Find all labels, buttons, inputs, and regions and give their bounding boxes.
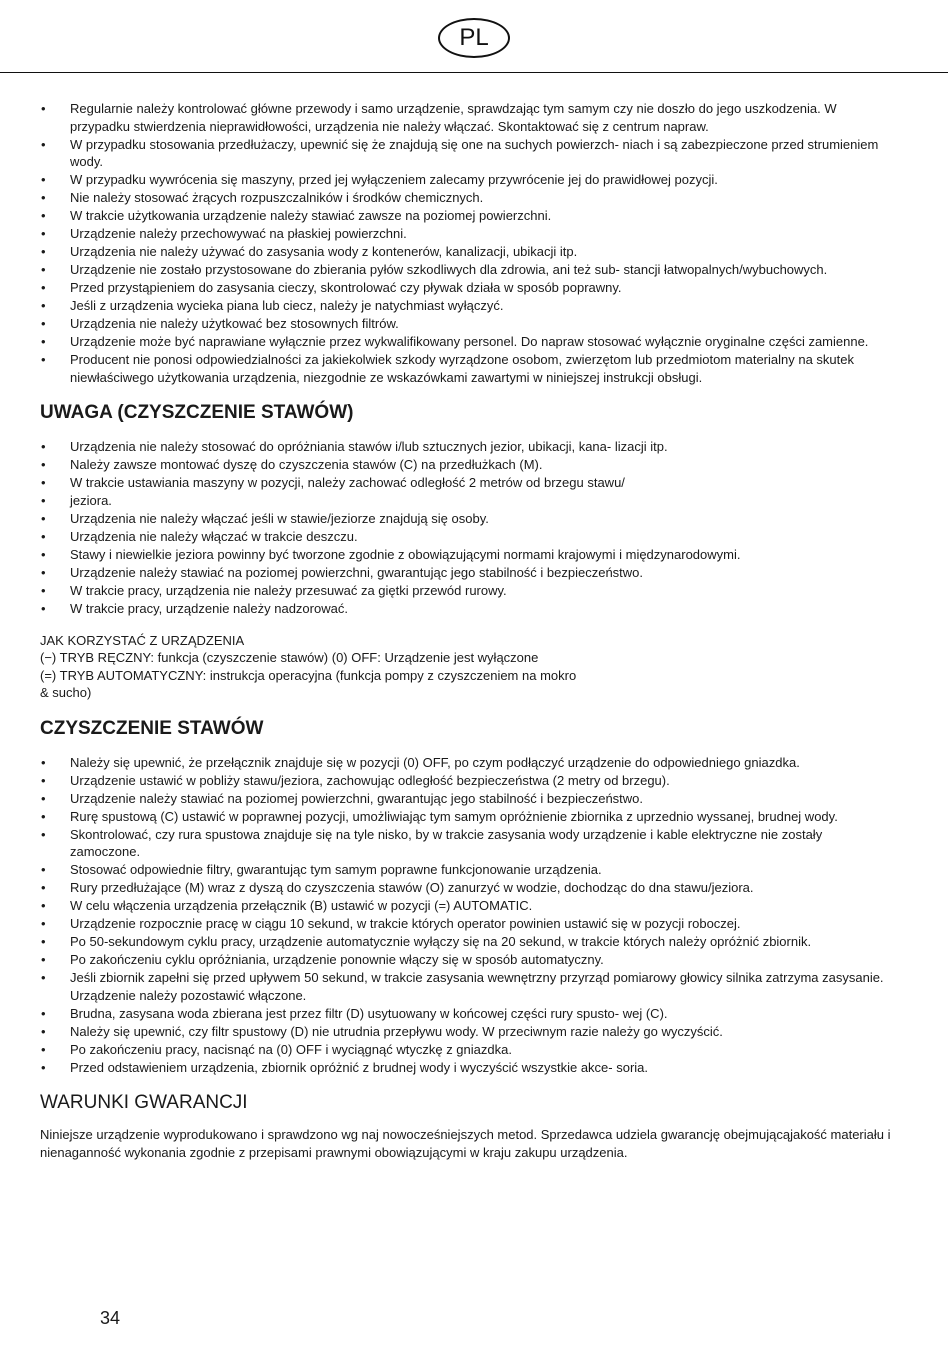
language-badge: PL [438,18,510,58]
warranty-section-title: WARUNKI GWARANCJI [40,1092,248,1113]
usage-manual-mode: (−) TRYB RĘCZNY: funkcja (czyszczenie stawów) (0) OFF: Urządzenie jest wyłączone [40,650,539,665]
list-item: • Urządzenie należy stawiać na poziomej powierzchni, gwarantując jego stabilność i bezpieczeństwo. [40,564,895,582]
warning-section-title: UWAGA (CZYSZCZENIE STAWÓW) [40,402,354,423]
list-item: • Producent nie ponosi odpowiedzialności za jakiekolwiek szkody wyrządzone osobom, zwierzętom lub przedmiotom materialny na skutek niewłaściwego użytkowania urządzenia, niezgodnie ze wskazówkami zawartymi w niniejszej instrukcji obsługi. [40,351,895,386]
usage-auto-mode-cont: & sucho) [40,685,92,700]
list-item: • Urządzenia nie należy użytkować bez stosownych filtrów. [40,315,895,333]
list-item: • Jeśli z urządzenia wycieka piana lub ciecz, należy je natychmiast wyłączyć. [40,297,895,315]
list-item: • W celu włączenia urządzenia przełącznik (B) ustawić w pozycji (=) AUTOMATIC. [40,897,895,915]
list-item: • W przypadku stosowania przedłużaczy, upewnić się że znajdują się one na suchych powierzch- niach i są zabezpieczone przed strumieniem wody. [40,136,895,171]
list-item: • Urządzenie nie zostało przystosowane do zbierania pyłów szkodliwych dla zdrowia, ani też sub- stancji łatwopalnych/wybuchowych. [40,261,895,279]
list-item: • W trakcie pracy, urządzenie należy nadzorować. [40,600,895,618]
list-item: • Urządzenie może być naprawiane wyłącznie przez wykwalifikowany personel. Do napraw stosować wyłącznie oryginalne części zamienne. [40,333,895,351]
warranty-text: Niniejsze urządzenie wyprodukowano i sprawdzono wg naj nowocześniejszych metod. Sprzedawca udziela gwarancję obejmującąjakość materiału i nienaganność wykonania zgodnie z przepisami prawnymi obowiązującymi w kraju zakupu urządzenia. [40,1127,891,1160]
list-item: • W trakcie ustawiania maszyny w pozycji, należy zachować odległość 2 metrów od brzegu stawu/ [40,474,895,492]
warning-list [40,438,895,618]
list-item: • Urządzenia nie należy stosować do opróżniania stawów i/lub sztucznych jezior, ubikacji, kana- lizacji itp. [40,438,895,456]
list-item: • Należy zawsze montować dyszę do czyszczenia stawów (C) na przedłużkach (M). [40,456,895,474]
list-item: • Urządzenie rozpocznie pracę w ciągu 10 sekund, w trakcie których operator powinien ustawić się w pozycji roboczej. [40,915,895,933]
intro-list [40,100,895,386]
list-item: • W przypadku wywrócenia się maszyny, przed jej wyłączeniem zalecamy przywrócenie jej do prawidłowej pozycji. [40,171,895,189]
page-content [40,100,895,1161]
list-item: • Urządzenia nie należy włączać w trakcie deszczu. [40,528,895,546]
list-item: • Po zakończeniu pracy, nacisnąć na (0) OFF i wyciągnąć wtyczkę z gniazdka. [40,1041,895,1059]
list-item: • Regularnie należy kontrolować główne przewody i samo urządzenie, sprawdzając tym samym czy nie doszło do jego uszkodzenia. W przypadku stwierdzenia nieprawidłowości, urządzenia nie należy włączać. Skontaktować się z centrum napraw. [40,100,895,135]
list-item: • Rury przedłużające (M) wraz z dyszą do czyszczenia stawów (O) zanurzyć w wodzie, dochodząc do dna stawu/jeziora. [40,879,895,897]
list-item: • W trakcie użytkowania urządzenie należy stawiać zawsze na poziomej powierzchni. [40,207,895,225]
list-item: • Urządzenia nie należy włączać jeśli w stawie/jeziorze znajdują się osoby. [40,510,895,528]
list-item: • Nie należy stosować żrących rozpuszczalników i środków chemicznych. [40,189,895,207]
list-item: • Stosować odpowiednie filtry, gwarantując tym samym poprawne funkcjonowanie urządzenia. [40,861,895,879]
usage-block [40,632,895,702]
list-item: • Jeśli zbiornik zapełni się przed upływem 50 sekund, w trakcie zasysania wewnętrzny przyrząd pomiarowy głowicy silnika zatrzyma zasysanie. Urządzenie należy pozostawić włączone. [40,969,895,1004]
list-item: • Urządzenie ustawić w pobliży stawu/jeziora, zachowując odległość bezpieczeństwa (2 metry od brzegu). [40,772,895,790]
list-item: • jeziora. [40,492,895,510]
list-item: • Urządzenie należy przechowywać na płaskiej powierzchni. [40,225,895,243]
cleaning-list [40,754,895,1077]
list-item: • Rurę spustową (C) ustawić w poprawnej pozycji, umożliwiając tym samym opróżnienie zbiornika z uprzednio wyssanej, brudnej wody. [40,808,895,826]
cleaning-section-title: CZYSZCZENIE STAWÓW [40,717,264,739]
list-item: • Należy się upewnić, że przełącznik znajduje się w pozycji (0) OFF, po czym podłączyć urządzenie do odpowiedniego gniazdka. [40,754,895,772]
page-number: 34 [100,1308,121,1328]
list-item: • Przed przystąpieniem do zasysania cieczy, skontrolować czy pływak działa w sposób poprawny. [40,279,895,297]
list-item: • Po 50-sekundowym cyklu pracy, urządzenie automatycznie wyłączy się na 20 sekund, w trakcie których należy opróżnić zbiornik. [40,933,895,951]
list-item: • Przed odstawieniem urządzenia, zbiornik opróżnić z brudnej wody i wyczyścić wszystkie akce- soria. [40,1059,895,1077]
usage-auto-mode: (=) TRYB AUTOMATYCZNY: instrukcja operacyjna (funkcja pompy z czyszczeniem na mokro [40,667,577,683]
list-item: • Po zakończeniu cyklu opróżniania, urządzenie ponownie włączy się w sposób automatyczny. [40,951,895,969]
list-item: • Stawy i niewielkie jeziora powinny być tworzone zgodnie z obowiązującymi normami krajowymi i międzynarodowymi. [40,546,895,564]
header-divider [0,72,948,73]
usage-heading: JAK KORZYSTAĆ Z URZĄDZENIA [40,632,245,648]
list-item: • Brudna, zasysana woda zbierana jest przez filtr (D) usytuowany w końcowej części rury spusto- wej (C). [40,1005,895,1023]
list-item: • W trakcie pracy, urządzenia nie należy przesuwać za giętki przewód rurowy. [40,582,895,600]
list-item: • Skontrolować, czy rura spustowa znajduje się na tyle nisko, by w trakcie zasysania wody urządzenie i kable elektryczne nie zostały zamoczone. [40,826,895,861]
list-item: • Urządzenia nie należy używać do zasysania wody z kontenerów, kanalizacji, ubikacji itp. [40,243,895,261]
list-item: • Urządzenie należy stawiać na poziomej powierzchni, gwarantując jego stabilność i bezpieczeństwo. [40,790,895,808]
list-item: • Należy się upewnić, czy filtr spustowy (D) nie utrudnia przepływu wody. W przeciwnym razie należy go wyczyścić. [40,1023,895,1041]
